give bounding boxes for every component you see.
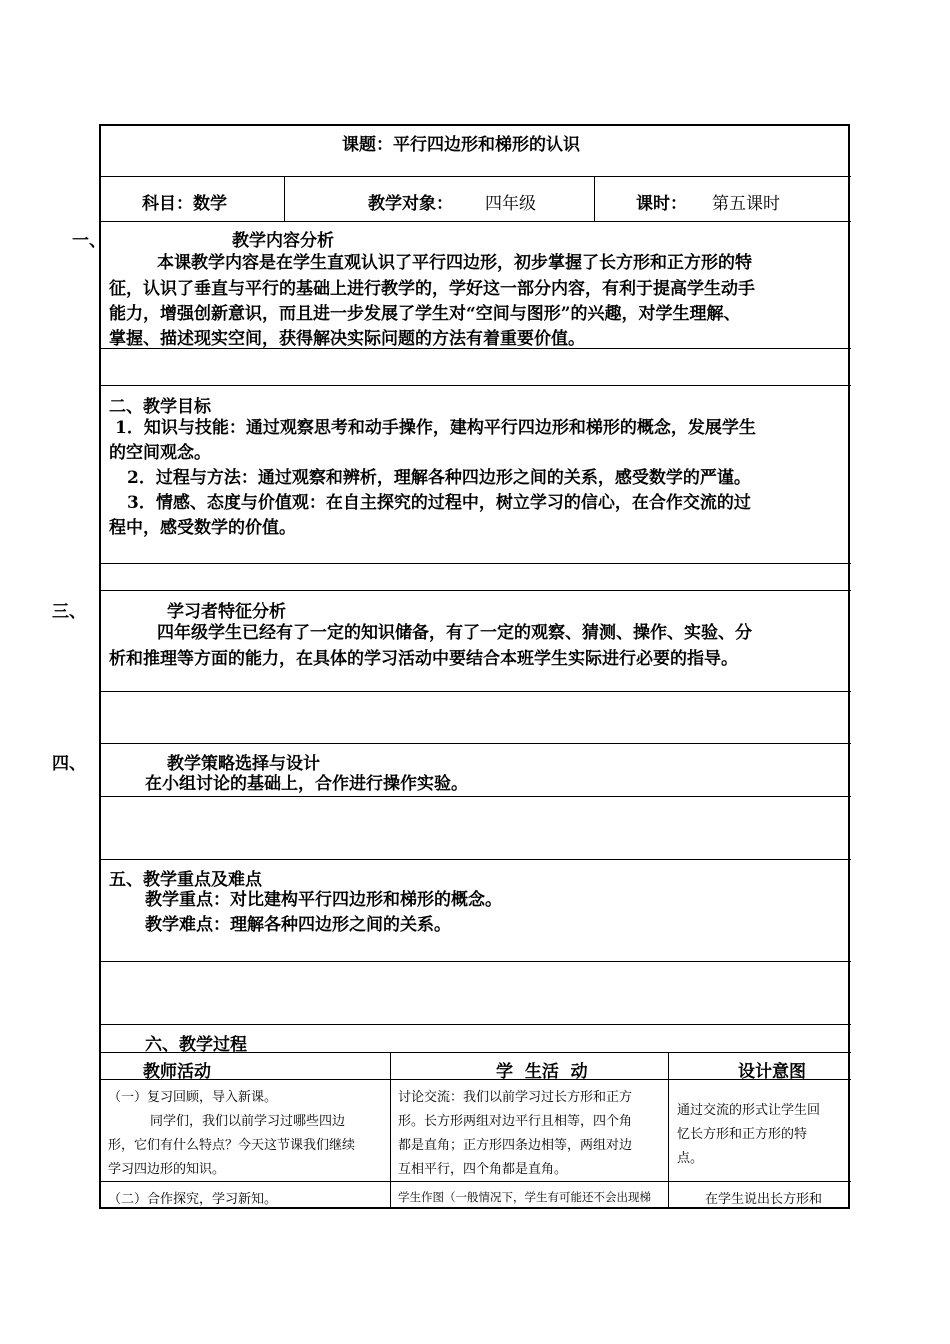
table-cell-line: 同学们，我们以前学习过哪些四边	[150, 1114, 346, 1129]
row-divider	[99, 385, 851, 386]
table-cell-line: 学生作图（一般情况下，学生有可能还不会出现梯	[398, 1190, 651, 1204]
table-cell-line: 在学生说出长方形和	[705, 1192, 823, 1207]
row-divider	[99, 221, 851, 222]
row-divider	[99, 961, 851, 962]
paragraph-line: 在小组讨论的基础上，合作进行操作实验。	[145, 774, 468, 794]
paragraph-line: 掌握、描述现实空间，获得解决实际问题的方法有着重要价值。	[109, 329, 585, 349]
table-cell-line: 讨论交流：我们以前学习过长方形和正方	[398, 1090, 633, 1105]
period-label: 课时：	[636, 194, 687, 214]
paragraph-line: 析和推理等方面的能力，在具体的学习活动中要结合本班学生实际进行必要的指导。	[109, 649, 738, 669]
subject-label: 科目：数学	[142, 194, 227, 214]
paragraph-line: 3．情感、态度与价值观：在自主探究的过程中，树立学习的信心，在合作交流的过	[127, 493, 751, 513]
table-cell-line: 忆长方形和正方形的特	[677, 1127, 808, 1142]
section-heading: 六、教学过程	[145, 1035, 247, 1055]
row-divider	[99, 859, 851, 860]
paragraph-line: 的空间观念。	[109, 443, 211, 463]
row-divider	[99, 176, 851, 177]
table-cell-line: 通过交流的形式让学生回	[677, 1103, 821, 1118]
paragraph-line: 教学难点：理解各种四边形之间的关系。	[145, 915, 451, 935]
row-divider	[99, 590, 851, 591]
row-divider	[99, 691, 851, 692]
table-cell-line: （二）合作探究，学习新知。	[108, 1192, 278, 1207]
section-heading: 教学内容分析	[232, 231, 334, 251]
row-divider	[99, 1024, 851, 1025]
period-value: 第五课时	[712, 194, 780, 214]
audience-value: 四年级	[485, 194, 536, 214]
paragraph-line: 征，认识了垂直与平行的基础上进行教学的，学好这一部分内容，有利于提高学生动手	[109, 279, 755, 299]
paragraph-line: 程中，感受数学的价值。	[109, 518, 296, 538]
section-number: 三、	[52, 602, 86, 622]
table-cell-line: 互相平行，四个角都是直角。	[398, 1162, 568, 1177]
section-number: 四、	[52, 754, 86, 774]
row-divider	[99, 1181, 851, 1182]
paragraph-line: 教学重点：对比建构平行四边形和梯形的概念。	[145, 890, 502, 910]
paragraph-line: 本课教学内容是在学生直观认识了平行四边形，初步掌握了长方形和正方形的特	[157, 253, 752, 273]
column-divider	[390, 1052, 391, 1209]
table-cell-line: 点。	[677, 1151, 704, 1166]
row-divider	[99, 563, 851, 564]
column-divider	[594, 177, 595, 221]
paragraph-line: 四年级学生已经有了一定的知识储备，有了一定的观察、猜测、操作、实验、分	[157, 623, 752, 643]
section-heading: 五、教学重点及难点	[109, 870, 262, 890]
table-cell-line: 形，它们有什么特点？今天这节课我们继续	[108, 1138, 356, 1153]
column-header-student: 学 生活 动	[496, 1062, 588, 1082]
column-divider	[668, 1052, 669, 1209]
column-divider	[284, 177, 285, 221]
paragraph-line: 2．过程与方法：通过观察和辨析，理解各种四边形之间的关系，感受数学的严谨。	[127, 468, 751, 488]
section-number: 一、	[72, 231, 106, 251]
row-divider	[99, 743, 851, 744]
table-cell-line: 学习四边形的知识。	[108, 1162, 226, 1177]
page-title: 课题：平行四边形和梯形的认识	[342, 135, 580, 155]
paragraph-line: 1．知识与技能：通过观察思考和动手操作，建构平行四边形和梯形的概念，发展学生	[115, 418, 756, 438]
paragraph-line: 能力，增强创新意识，而且进一步发展了学生对“空间与图形”的兴趣，对学生理解、	[109, 304, 741, 324]
audience-label: 教学对象：	[368, 194, 453, 214]
section-heading: 学习者特征分析	[167, 602, 286, 622]
section-heading: 教学策略选择与设计	[167, 754, 320, 774]
column-header-design: 设计意图	[738, 1062, 806, 1082]
table-cell-line: （一）复习回顾，导入新课。	[108, 1090, 278, 1105]
table-cell-line: 都是直角；正方形四条边相等，两组对边	[398, 1138, 633, 1153]
section-heading: 二、教学目标	[109, 397, 211, 417]
column-header-teacher: 教师活动	[143, 1062, 211, 1082]
table-cell-line: 形。长方形两组对边平行且相等，四个角	[398, 1114, 633, 1129]
